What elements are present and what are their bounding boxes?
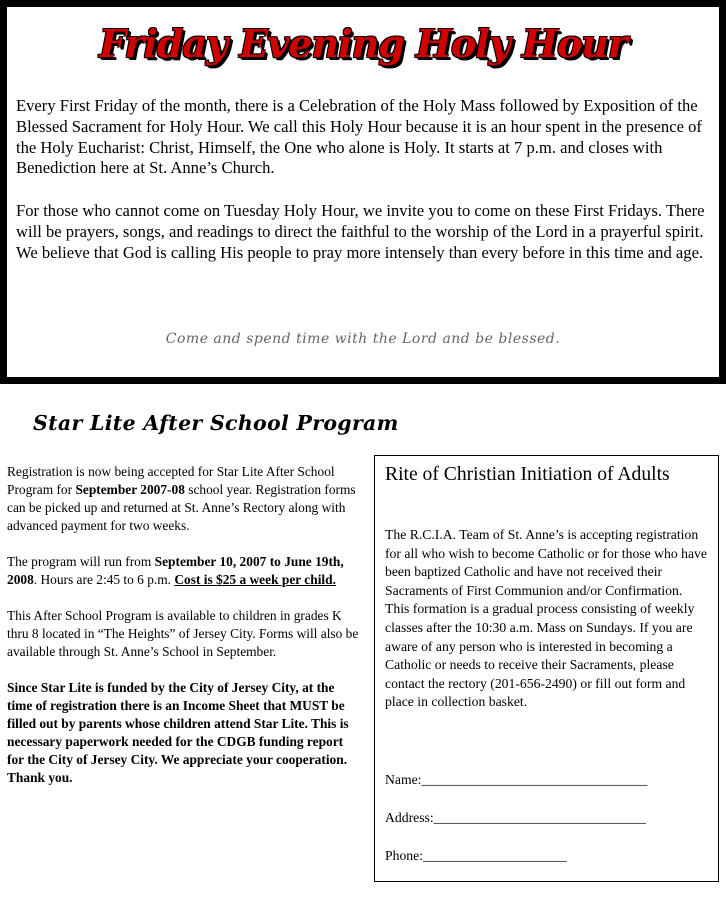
phone-field[interactable]: Phone:_____________________ [385, 848, 567, 863]
star-lite-paragraph-3: This After School Program is available to children in grades K thru 8 located in “The Heights” of Jersey City. Forms will also be available through St. Anne’s School in September. [7, 608, 359, 659]
rcia-paragraph-1: The R.C.I.A. Team of St. Anne’s is accepting registration for all who wish to become Catholic or for those who have been baptized Catholic and have not received their Sacraments of First Communion and/or Confirmation. [385, 527, 707, 598]
holy-hour-paragraph-2: For those who cannot come on Tuesday Holy Hour, we invite you to come on these First Fridays. There will be prayers, songs, and readings to direct the faithful to the worship of the Lord in a prayerful spirit. We believe that God is calling His people to pray more intensely than every before in this time and age. [16, 201, 705, 262]
holy-hour-tagline: Come and spend time with the Lord and be blessed. [165, 331, 561, 347]
holy-hour-paragraph-1: Every First Friday of the month, there is a Celebration of the Holy Mass followed by Exposition of the Blessed Sacrament for Holy Hour. We call this Holy Hour because it is an hour spent in the presence of the Holy Eucharist: Christ, Himself, the One who alone is Holy. It starts at 7 p.m. and closes with Benediction here at St. Anne’s Church. [16, 96, 702, 178]
text-span: school year. Registration forms can be picked up and returned at St. Anne’s Rectory along with advanced payment for two weeks. [7, 482, 356, 533]
text-span: Registration is now being accepted for Star Lite After School Program for [7, 464, 335, 497]
cost-span: Cost is $25 a week per child. [174, 572, 336, 587]
rcia-paragraph-2: This formation is a gradual process consisting of weekly classes after the 10:30 a.m. Mass on Sundays. If you are aware of any person who is interested in becoming a Catholic or needs to receive their Sacraments, please contact the rectory (201-656-2490) or fill out form and place in collection basket. [385, 601, 695, 710]
bold-span: September 10, 2007 to June 19th, 2008 [7, 554, 344, 587]
name-field[interactable]: Name:_________________________________ [385, 772, 648, 787]
star-lite-paragraph-1 [7, 463, 359, 535]
bold-span: September 2007-08 [75, 482, 185, 497]
text-span: . Hours are 2:45 to 6 p.m. [33, 572, 175, 587]
rcia-box [374, 455, 719, 882]
rcia-body [385, 526, 715, 712]
holy-hour-title: Friday Evening Holy Hour [99, 21, 627, 66]
star-lite-paragraph-4 [7, 679, 359, 787]
bold-span: Since Star Lite is funded by the City of Jersey City, at the time of registration there is an Income Sheet that MUST be filled out by parents whose children attend Star Lite. This is necessary paperwork needed for the CDGB funding report for the City of Jersey City. We appreciate your cooperation. Thank you. [7, 680, 349, 785]
star-lite-paragraph-2 [7, 553, 359, 589]
rcia-title: Rite of Christian Initiation of Adults [385, 464, 670, 485]
address-field[interactable]: Address:_______________________________ [385, 810, 646, 825]
holy-hour-box [0, 0, 726, 384]
star-lite-body [7, 463, 359, 805]
text-span: The program will run from [7, 554, 155, 569]
star-lite-title: Star Lite After School Program [33, 411, 399, 435]
